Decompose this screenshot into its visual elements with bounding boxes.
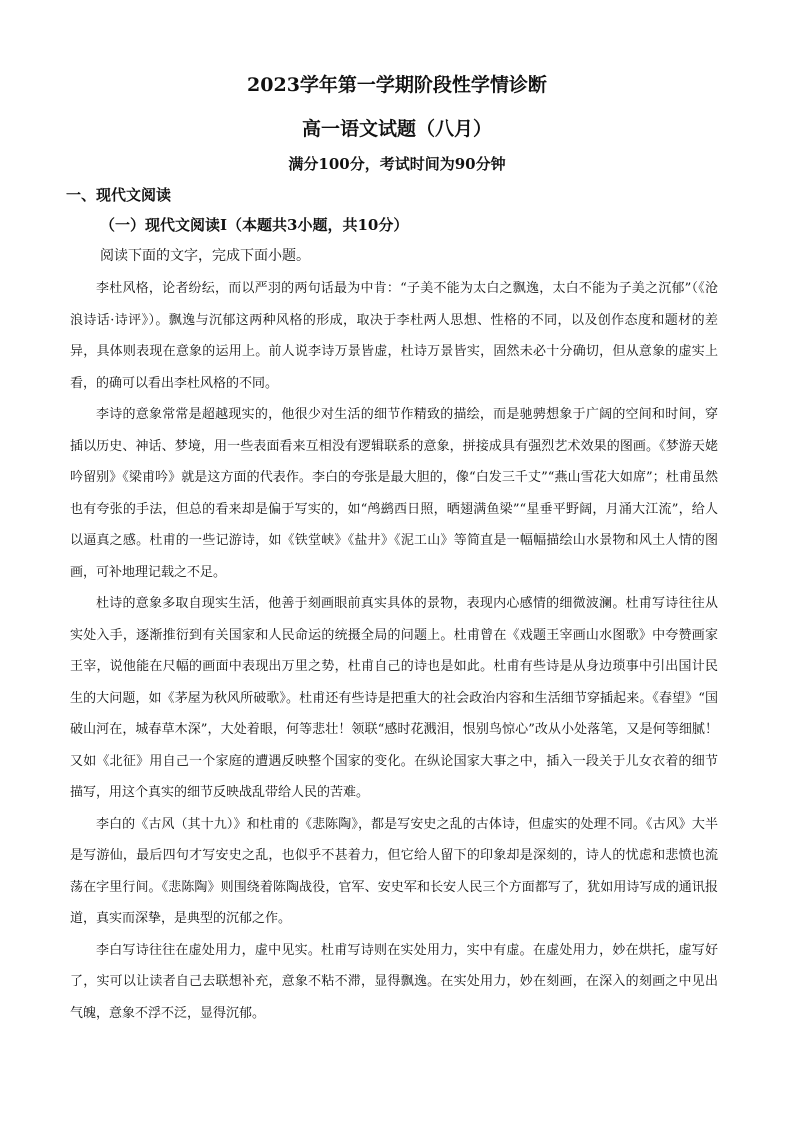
passage-paragraph-5: 李白写诗往往在虚处用力，虚中见实。杜甫写诗则在实处用力，实中有虚。在虚处用力，妙在烘托，虚写好了，实可以让读者自己去联想补充，意象不粘不滞，显得飘逸。在实处用力，妙在刻画，在深入的刻画之中见出气魄，意象不浮不泛，显得沉郁。 — [70, 942, 718, 1021]
passage-paragraph-4: 李白的《古风（其十九）》和杜甫的《悲陈陶》，都是写安史之乱的古体诗，但虚实的处理不同。《古风》大半是写游仙，最后四句才写安史之乱，也似乎不甚着力，但它给人留下的印象却是深刻的，诗人的忧虑和悲愤也流荡在字里行间。《悲陈陶》则围绕着陈陶战役，官军、安史军和长安人民三个方面都写了，犹如用诗写成的通讯报道，真实而深挚，是典型的沉郁之作。 — [70, 816, 718, 926]
reading-passage — [70, 273, 718, 1029]
passage-paragraph-1: 李杜风格，论者纷纭，而以严羽的两句话最为中肯：“子美不能为太白之飘逸，太白不能为子美之沉郁”（《沧浪诗话·诗评》）。飘逸与沉郁这两种风格的形成，取决于李杜两人思想、性格的不同，以及创作态度和题材的差异，具体则表现在意象的运用上。前人说李诗万景皆虚，杜诗万景皆实，固然未必十分确切，但从意象的虚实上看，的确可以看出李杜风格的不同。 — [70, 281, 718, 391]
passage-paragraph-2: 李诗的意象常常是超越现实的，他很少对生活的细节作精致的描绘，而是驰骋想象于广阔的空间和时间，穿插以历史、神话、梦境，用一些表面看来互相没有逻辑联系的意象，拼接成具有强烈艺术效果的图画。《梦游天姥吟留别》《梁甫吟》就是这方面的代表作。李白的夸张是最大胆的，像“白发三千丈”“燕山雪花大如席”；杜甫虽然也有夸张的手法，但总的看来却是偏于写实的，如“鸬鹚西日照，晒翅满鱼梁”“星垂平野阔，月涌大江流”，给人以逼真之感。杜甫的一些记游诗，如《铁堂峡》《盐井》《泥工山》等简直是一幅幅描绘山水景物和风土人情的图画，可补地理记载之不足。 — [70, 407, 718, 580]
subsection-heading: （一）现代文阅读Ⅰ（本题共3小题，共10分） — [100, 216, 409, 234]
reading-instruction: 阅读下面的文字，完成下面小题。 — [100, 248, 310, 264]
section-heading: 一、现代文阅读 — [66, 186, 172, 204]
exam-info: 满分100分，考试时间为90分钟 — [288, 155, 506, 173]
exam-title: 2023学年第一学期阶段性学情诊断 — [247, 74, 547, 96]
passage-paragraph-3: 杜诗的意象多取自现实生活，他善于刻画眼前真实具体的景物，表现内心感情的细微波澜。杜甫写诗往往从实处入手，逐渐推衍到有关国家和人民命运的统摄全局的问题上。杜甫曾在《戏题王宰画山水图歌》中夸赞画家王宰，说他能在尺幅的画面中表现出万里之势，杜甫自己的诗也是如此。杜甫有些诗是从身边琐事中引出国计民生的大问题，如《茅屋为秋风所破歌》。杜甫还有些诗是把重大的社会政治内容和生活细节穿插起来。《春望》“国破山河在，城春草木深”，大处着眼，何等悲壮！领联“感时花溅泪，恨别鸟惊心”改从小处落笔，又是何等细腻！又如《北征》用自己一个家庭的遭遇反映整个国家的变化。在纵论国家大事之中，插入一段关于儿女衣着的细节描写，用这个真实的细节反映战乱带给人民的苦难。 — [70, 596, 718, 800]
exam-subtitle: 高一语文试题（八月） — [301, 118, 492, 140]
